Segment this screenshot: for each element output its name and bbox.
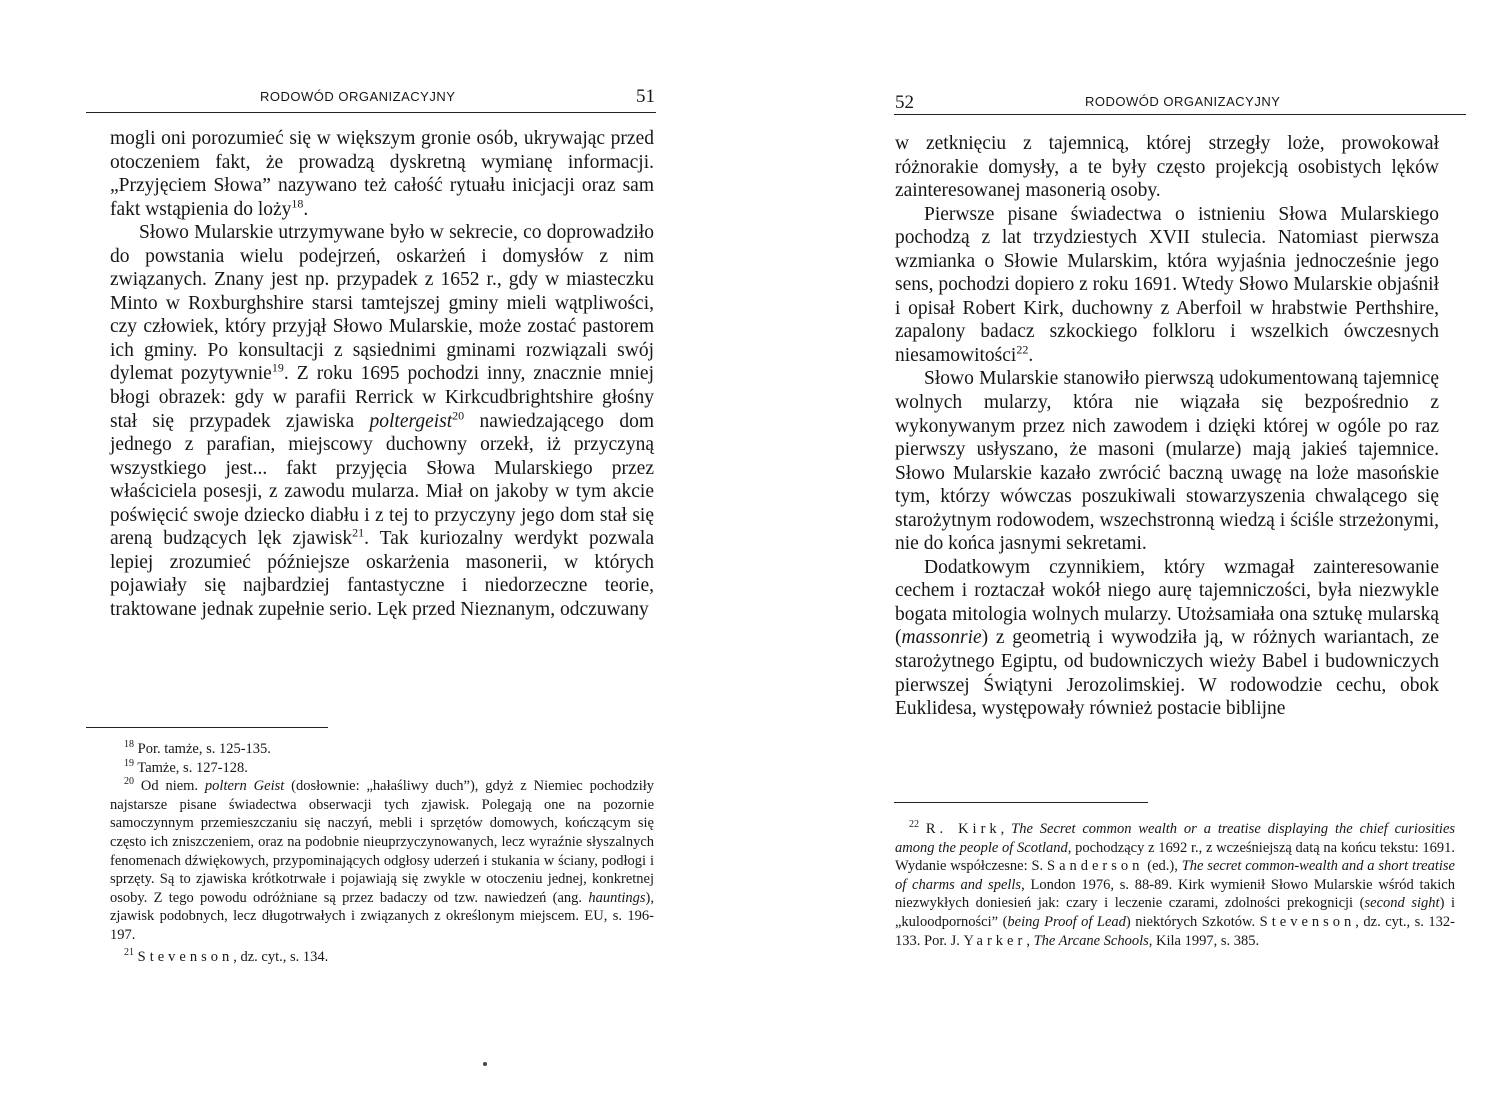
footnote-18: $^{18}$ Por. tamże, s. 125-135. <box>124 739 271 757</box>
left-footnotes <box>110 740 654 966</box>
right-header-rule <box>894 114 1466 115</box>
footnote-19: $^{19}$ Tamże, s. 127-128. <box>124 757 248 776</box>
right-footnote-rule <box>894 802 1148 803</box>
left-body-text <box>110 127 654 621</box>
footnote-ref-18: 18 <box>291 196 304 211</box>
left-footnote-rule <box>86 727 328 728</box>
left-header-rule <box>86 112 656 113</box>
footnote-20: $^{20}$ Od niem. poltern Geist (dosłownie: „hałaśliwy duch”), gdyż z Niemiec pochodziły najstarsze pisane świadectwa obserwacji tych zjawisk. Polegają one na pozornie samoczynnym przemieszczaniu się naczyń, mebli i sprzętów domowych, kończącym się często ich zniszczeniem, oraz na podobnie nieuprzyczynowanych, lecz wyraźnie słyszalnych fenomenach dźwiękowych, przypominających odgłosy uderzeń i stukania w ściany, podłogi i sprzęty. Są to zjawiska krótkotrwałe i pojawiają się zwykle w otoczeniu jednej, konkretnej osoby. Z tego powodu odróżniane są przez badaczy od tzw. nawiedzeń (ang. hauntings), zjawisk podobnych, lecz długotrwałych i związanych z określonym miejscem. EU, s. 196-197. <box>110 776 654 943</box>
left-paragraph-2: Słowo Mularskie utrzymywane było w sekrecie, co doprowadziło do powstania wielu podejrzeń, oskarżeń i domysłów z nim związanych. Znany jest np. przypadek z 1652 r., gdy w miasteczku Minto w Roxburghshire starsi tamtejszej gminy mieli wątpliwości, czy człowiek, który przyjął Słowo Mularskie, może zostać pastorem ich gminy. Po konsultacji z sąsiednimi gminami rozwiązali swój dylemat pozytywnie$^{19}$. Z roku 1695 pochodzi inny, znacznie mniej błogi obrazek: gdy w parafii Rerrick w Kirkcudbrightshire głośny stał się przypadek zjawiska poltergeist$^{20}$ nawiedzającego dom jednego z parafian, miejscowy duchowny orzekł, iż przyczyną wszystkiego jest... fakt przyjęcia Słowa Mularskiego przez właściciela posesji, z zawodu mularza. Miał on jakoby w tym akcie poświęcić swoje dziecko diabłu i z tej to przyczyny jego dom stał się areną budzących lęk zjawisk$^{21}$. Tak kuriozalny werdykt pozwala lepiej zrozumieć późniejsze oskarżenia masonerii, w których pojawiały się najbardziej fantastyczne i niedorzeczne teorie, traktowane jednak zupełnie serio. Lęk przed Nieznanym, odczuwany <box>110 222 655 620</box>
right-page <box>750 0 1500 1117</box>
right-paragraph-2: Pierwsze pisane świadectwa o istnieniu Słowa Mularskiego pochodzą z lat trzydziestych XVII stulecia. Natomiast pierwsza wzmianka o Słowie Mularskim, która wyjaśnia jednocześnie jego sens, pochodzi dopiero z roku 1691. Wtedy Słowo Mularskie objaśnił i opisał Robert Kirk, duchowny z Aberfoil w hrabstwie Perthshire, zapalony badacz szkockiego folkloru i wszelkich ówczesnych niesamowitości$^{22}$. <box>895 203 1439 366</box>
right-header-title: RODOWÓD ORGANIZACYJNY <box>1085 94 1281 109</box>
left-header-title: RODOWÓD ORGANIZACYJNY <box>260 89 456 104</box>
right-running-header <box>750 86 1500 113</box>
right-paragraph-1: w zetknięciu z tajemnicą, której strzegły loże, prowokował różnorakie domysły, a te były często projekcją osobistych lęków zainteresowanej masonerią osoby. <box>895 133 1439 202</box>
left-running-header <box>0 86 750 110</box>
scan-speck <box>483 1062 487 1066</box>
left-paragraph-1: mogli oni porozumieć się w większym gronie osób, ukrywając przed otoczeniem fakt, że prowadzą dyskretną wymianę informacji. „Przyjęciem Słowa” nazywano też całość rytuału inicjacji oraz sam fakt wstąpienia do loży$^{18}$. <box>110 128 654 220</box>
footnote-ref-21: 21 <box>352 525 365 540</box>
right-footnotes <box>895 820 1455 950</box>
left-page-number: 51 <box>636 86 655 107</box>
footnote-22: $^{22}$ R. Kirk, The Secret common wealth or a treatise displaying the chief curiosities among the people of Scotland, pochodzący z 1692 r., z wcześniejszą datą na końcu tekstu: 1691. Wydanie współczesne: S. Sanderson (ed.), The secret common-wealth and a short treatise of charms and spells, London 1976, s. 88-89. Kirk wymienił Słowo Mularskie wśród takich niezwykłych doniesień jak: czary i leczenie czarami, zdolności prekognicji (second sight) i „kuloodporności” (being Proof of Lead) niektórych Szkotów. Stevenson, dz. cyt., s. 132-133. Por. J. Yarker, The Arcane Schools, Kila 1997, s. 385. <box>895 819 1456 949</box>
right-paragraph-3: Słowo Mularskie stanowiło pierwszą udokumentowaną tajemnicę wolnych mularzy, która nie wiązała się bezpośrednio z wykonywanym przez nich zawodem i dzięki której w ogóle po raz pierwszy usłyszano, że masoni (mularze) mają jakieś tajemnice. Słowo Mularskie kazało zwrócić baczną uwagę na loże masońskie tym, którzy wówczas poszukiwali stowarzyszenia chwalącego się starożytnym rodowodem, wszechstronną wiedzą i ściśle strzeżonymi, nie do końca jasnymi sekretami. <box>895 368 1439 555</box>
footnote-ref-22: 22 <box>1016 342 1029 357</box>
footnote-ref-20: 20 <box>452 408 465 423</box>
right-body-text <box>895 132 1439 721</box>
right-page-number: 52 <box>895 92 914 113</box>
right-paragraph-4: Dodatkowym czynnikiem, który wzmagał zainteresowanie cechem i roztaczał wokół niego aurę tajemniczości, była niezwykle bogata mitologia wolnych mularzy. Utożsamiała ona sztukę mularską (massonrie) z geometrią i wywodziła ją, w różnych wariantach, ze starożytnego Egiptu, od budowniczych wieży Babel i budowniczych pierwszej Świątyni Jerozolimskiej. W rodowodzie cechu, obok Euklidesa, występowały również postacie biblijne <box>895 556 1439 720</box>
footnote-21: $^{21}$ Stevenson, dz. cyt., s. 134. <box>124 946 329 965</box>
footnote-ref-19: 19 <box>271 360 284 375</box>
